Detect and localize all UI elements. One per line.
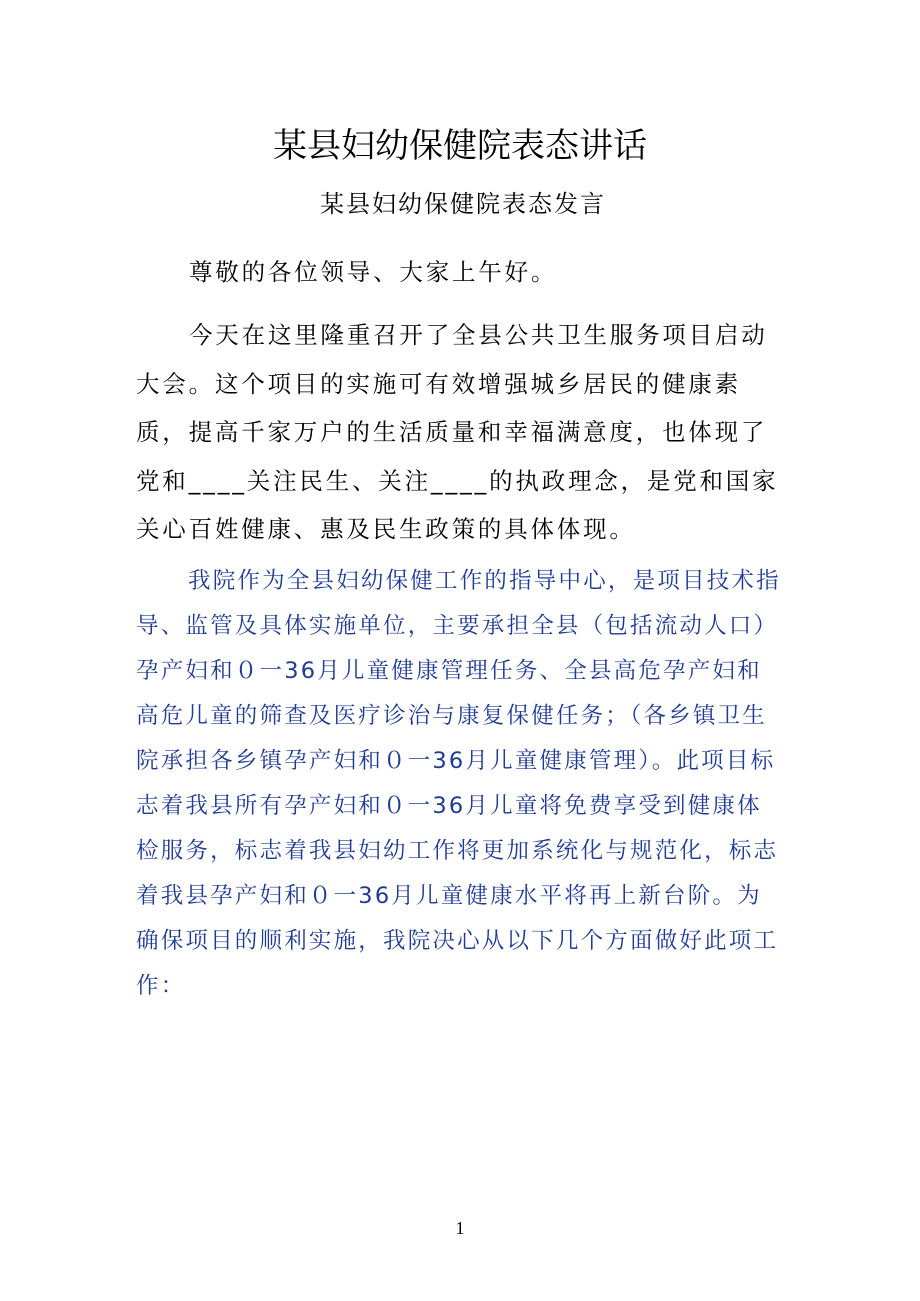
body-paragraph-2: 我院作为全县妇幼保健工作的指导中心，是项目技术指导、监管及具体实施单位，主要承担全县（包括流动人口）孕产妇和０一36月儿童健康管理任务、全县高危孕产妇和高危儿童的筛查及医疗诊治与康复保健任务；（各乡镇卫生院承担各乡镇孕产妇和０一36月儿童健康管理）。此项目标志着我县所有孕产妇和０一36月儿童将免费享受到健康体检服务，标志着我县妇幼工作将更加系统化与规范化，标志着我县孕产妇和０一36月儿童健康水平将再上新台阶。为确保项目的顺利实施，我院决心从以下几个方面做好此项工作： (136, 568, 781, 999)
page-number: 1 (455, 1218, 465, 1238)
body-paragraph-1: 今天在这里隆重召开了全县公共卫生服务项目启动大会。这个项目的实施可有效增强城乡居民的健康素质，提高千家万户的生活质量和幸福满意度，也体现了党和____关注民生、关注____的执政理念，是党和国家关心百姓健康、惠及民生政策的具体体现。 (136, 321, 779, 543)
document-title: 某县妇幼保健院表态讲话 (273, 126, 647, 166)
greeting-paragraph: 尊敬的各位领导、大家上午好。 (189, 258, 558, 286)
document-subtitle: 某县妇幼保健院表态发言 (320, 190, 606, 218)
